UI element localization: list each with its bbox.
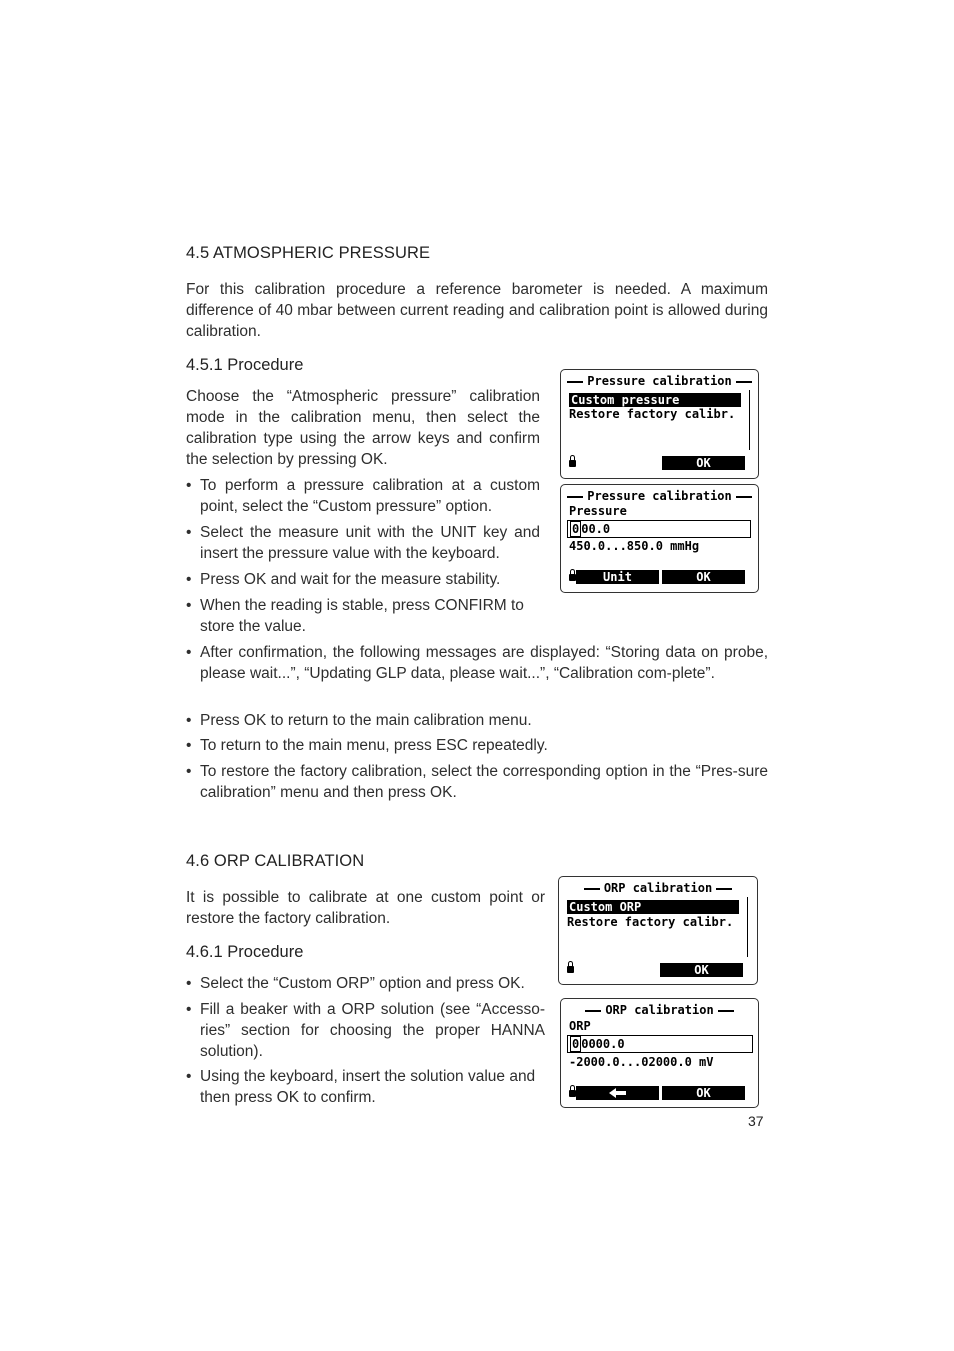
softkey-unit: Unit xyxy=(576,570,659,584)
orp-range: -2000.0...02000.0 mV xyxy=(569,1055,714,1069)
list-item: • Select the “Custom ORP” option and press OK. xyxy=(186,975,525,992)
lock-icon xyxy=(569,1090,576,1097)
field-label-pressure: Pressure xyxy=(569,504,627,518)
softkey-ok: OK xyxy=(662,1086,745,1100)
field-label-orp: ORP xyxy=(569,1019,591,1033)
subheading-procedure: 4.5.1 Procedure xyxy=(186,356,304,374)
lock-icon xyxy=(569,574,576,581)
left-arrow-icon xyxy=(608,1087,628,1099)
softkey-ok: OK xyxy=(662,570,745,584)
softkey-back xyxy=(576,1086,659,1100)
screen-title: ORP calibration xyxy=(559,881,757,895)
input-cursor: 0 xyxy=(572,522,580,536)
pressure-value-field xyxy=(567,520,751,538)
subheading-procedure: 4.6.1 Procedure xyxy=(186,943,304,961)
lcd-screen-pressure-entry xyxy=(560,484,759,593)
menu-item-restore-factory: Restore factory calibr. xyxy=(569,407,736,421)
screen-title: Pressure calibration xyxy=(561,374,758,388)
section-heading-orp-calibration: 4.6 ORP CALIBRATION xyxy=(186,852,365,870)
list-item: • To return to the main menu, press ESC repeatedly. xyxy=(186,737,548,754)
list-item: • Select the measure unit with the UNIT key and insert the pressure value with the keyboard. xyxy=(186,524,540,562)
list-item: • When the reading is stable, press CONFIRM to store the value. xyxy=(186,597,524,635)
lcd-screen-orp-entry xyxy=(560,998,759,1108)
lcd-screen-pressure-menu xyxy=(560,369,759,479)
list-item: • Fill a beaker with a ORP solution (see “Accesso-ries” section for choosing the proper HANNA solution). xyxy=(186,1001,545,1060)
lcd-screen-orp-menu xyxy=(558,876,758,985)
lock-icon xyxy=(567,966,574,973)
lock-icon xyxy=(569,460,576,467)
input-cursor: 0 xyxy=(572,1037,580,1051)
procedure-intro: Choose the “Atmospheric pressure” calibration mode in the calibration menu, then select the calibration type using the arrow keys and confirm the selection by pressing OK. xyxy=(186,388,540,468)
section-heading-atmospheric-pressure: 4.5 ATMOSPHERIC PRESSURE xyxy=(186,244,431,262)
menu-item-restore-factory: Restore factory calibr. xyxy=(567,915,734,929)
pressure-range: 450.0...850.0 mmHg xyxy=(569,539,700,553)
orp-intro-paragraph: It is possible to calibrate at one custom point or restore the factory calibration. xyxy=(186,889,545,927)
menu-item-custom-orp: Custom ORP xyxy=(567,900,739,914)
screen-title: ORP calibration xyxy=(561,1003,758,1017)
list-item: • Press OK to return to the main calibration menu. xyxy=(186,712,532,729)
list-item: • After confirmation, the following messages are displayed: “Storing data on probe, please wait...”, “Updating GLP data, please wait...”, “Calibration com-plete”. xyxy=(186,644,768,682)
list-item: • Press OK and wait for the measure stability. xyxy=(186,571,501,588)
list-item: • To restore the factory calibration, select the corresponding option in the “Pres-sure calibration” menu and then press OK. xyxy=(186,763,768,801)
softkey-ok: OK xyxy=(660,963,743,977)
orp-value: 0000.0 xyxy=(581,1037,625,1051)
intro-paragraph: For this calibration procedure a reference barometer is needed. A maximum difference of 40 mbar between current reading and calibration point is allowed during calibration. xyxy=(186,281,768,340)
menu-item-custom-pressure: Custom pressure xyxy=(569,393,741,407)
page-number: 37 xyxy=(748,1113,764,1129)
list-item: • Using the keyboard, insert the solution value and then press OK to confirm. xyxy=(186,1068,536,1106)
list-item: • To perform a pressure calibration at a custom point, select the “Custom pressure” option. xyxy=(186,477,540,515)
orp-value-field xyxy=(567,1035,753,1053)
screen-title: Pressure calibration xyxy=(561,489,758,503)
pressure-value: 00.0 xyxy=(581,522,611,536)
softkey-ok: OK xyxy=(662,456,745,470)
